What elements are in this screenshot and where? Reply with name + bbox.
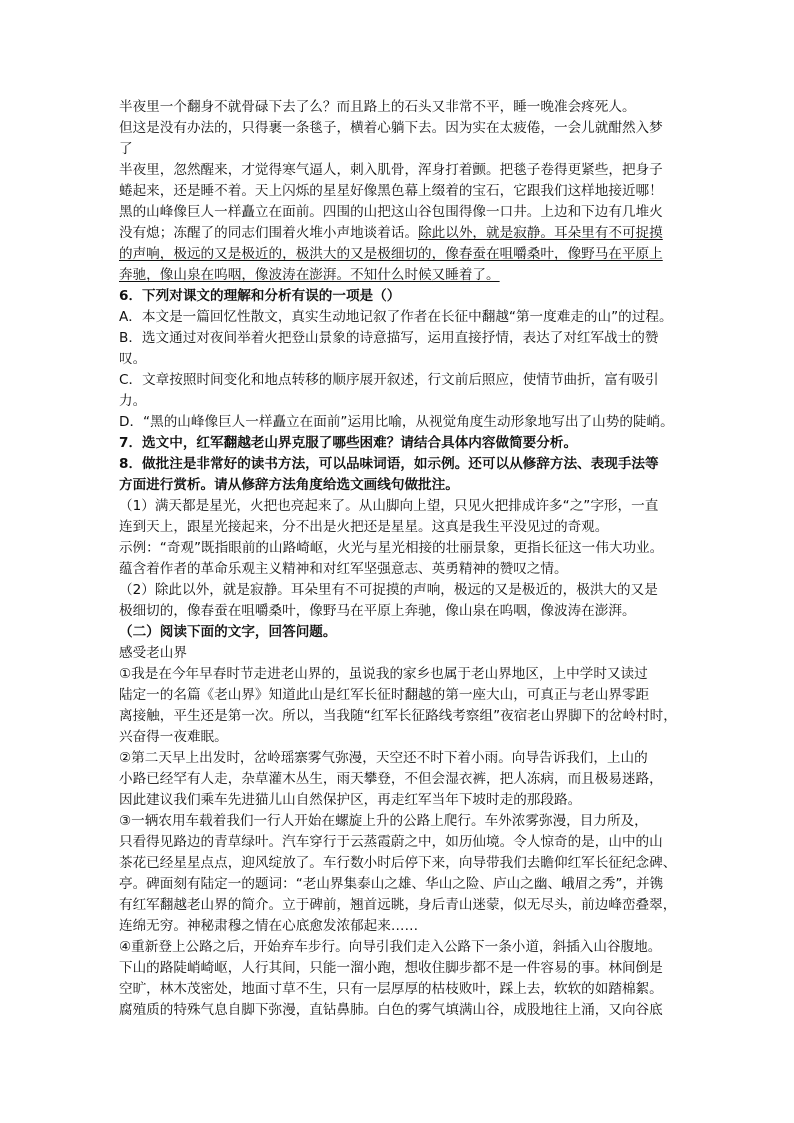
text-line [119,223,685,244]
option-b: B．选文通过对夜间举着火把登山景象的诗意描写，运用直接抒情，表达了对红军战士的赞 [119,330,659,346]
underlined-text-line: 的声响，极远的又是极近的，极洪大的又是极细切的，像春蚕在咀嚼桑叶，像野马在平原上 [119,246,663,262]
section-heading: （二）阅读下面的文字，回答问题。 [119,624,337,640]
text-line: ③一辆农用车载着我们一行人开始在螺旋上升的公路上爬行。车外浓雾弥漫，目力所及， [119,813,648,829]
text-line: 陆定一的名篇《老山界》知道此山是红军长征时翻越的第一座大山，可真正与老山界零距 [119,687,650,703]
text-line: （1）满天都是星光，火把也亮起来了。从山脚向上望，只见火把排成许多“之”字形，一直 [119,498,659,514]
option-c: C．文章按照时间变化和地点转移的顺序展开叙述，行文前后照应，使情节曲折，富有吸引 [119,372,659,388]
text-line: 但这是没有办法的，只得裹一条毯子，横着心躺下去。因为实在太疲倦，一会儿就酣然入梦 [119,120,663,136]
question-7: 7．选文中，红军翻越老山界克服了哪些困难？请结合具体内容做简要分析。 [119,435,578,451]
text-line: 蜷起来，还是睡不着。天上闪烁的星星好像黑色幕上缀着的宝石，它跟我们这样地接近哪！ [119,183,663,199]
text-line: 黑的山峰像巨人一样矗立在面前。四围的山把这山谷包围得像一口井。上边和下边有几堆火 [119,204,663,220]
text-line: 蕴含着作者的革命乐观主义精神和对红军坚强意志、英勇精神的赞叹之情。 [119,561,568,577]
text-line: ①我是在今年早春时节走进老山界的，虽说我的家乡也属于老山界地区，上中学时又读过 [119,666,648,682]
text-line: 半夜里一个翻身不就骨碌下去了么？而且路上的石头又非常不平，睡一晚准会疼死人。 [119,99,636,115]
text-line: 连绵无穷。神秘肃穆之情在心底愈发浓郁起来…… [119,918,419,934]
underlined-text-line: 奔驰，像山泉在呜咽，像波涛在澎湃。不知什么时候又睡着了。 [119,267,500,283]
text-line: （2）除此以外，就是寂静。耳朵里有不可捉摸的声响，极远的又是极近的，极洪大的又是 [119,582,658,598]
text-line: 连到天上，跟星光接起来，分不出是火把还是星星。这真是我生平没见过的奇观。 [119,519,609,535]
text-line: 极细切的，像春蚕在咀嚼桑叶，像野马在平原上奔驰，像山泉在呜咽，像波涛在澎湃。 [119,603,636,619]
text-span: 没有熄；冻醒了的同志们围着火堆小声地谈着话。 [119,225,419,241]
text-line: 示例：“奇观”既指眼前的山路崎岖，火光与星光相接的壮丽景象，更指长征这一伟大功业。 [119,540,664,556]
text-line: 亭。碑面刻有陆定一的题词：“老山界集泰山之雄、华山之险、庐山之幽、峨眉之秀”，并镌 [119,876,664,892]
article-title: 感受老山界 [119,645,187,661]
underlined-sentence: 除此以外，就是寂静。耳朵里有不可捉摸 [418,225,663,241]
text-line: 有红军翻越老山界的简介。立于碑前，翘首远眺，身后青山迷蒙，似无尽头，前边峰峦叠翠， [119,897,677,913]
text-line: 半夜里，忽然醒来，才觉得寒气逼人，刺入肌骨，浑身打着颤。把毯子卷得更紧些，把身子 [119,162,663,178]
text-line: 兴奋得一夜难眠。 [119,729,228,745]
option-a: A．本文是一篇回忆性散文，真实生动地记叙了作者在长征中翻越“第一度难走的山”的过程。 [119,309,673,325]
question-8-cont: 方面进行赏析。请从修辞方法角度给选文画线句做批注。 [119,477,459,493]
option-c-cont: 力。 [119,393,147,409]
text-line: 了 [119,141,133,157]
text-line: 因此建议我们乘车先进猫儿山自然保护区，再走红军当年下坡时走的那段路。 [119,792,582,808]
text-line: 离接触，平生还是第一次。所以，当我随“红军长征路线考察组”夜宿老山界脚下的岔岭村时， [119,708,677,724]
option-d: D．“黑的山峰像巨人一样矗立在面前”运用比喻，从视觉角度生动形象地写出了山势的陡峭。 [119,414,674,430]
text-line: 茶花已经星星点点，迎风绽放了。车行数小时后停下来，向导带我们去瞻仰红军长征纪念碑、 [119,855,677,871]
text-line: 腐殖质的特殊气息自脚下弥漫，直钻鼻肺。白色的雾气填满山谷，成股地往上涌，又向谷底 [119,1002,663,1018]
text-line: 只看得见路边的青草绿叶。汽车穿行于云蒸霞蔚之中，如历仙境。令人惊奇的是，山中的山 [119,834,663,850]
question-6: 6．下列对课文的理解和分析有误的一项是（） [119,288,401,304]
text-line: ②第二天早上出发时，岔岭瑶寨雾气弥漫，天空还不时下着小雨。向导告诉我们，上山的 [119,750,648,766]
option-b-cont: 叹。 [119,351,147,367]
text-line: 空旷，林木茂密处，地面寸草不生，只有一层厚厚的枯枝败叶，踩上去，软软的如踏棉絮。 [119,981,663,997]
text-line: ④重新登上公路之后，开始弃车步行。向导引我们走入公路下一条小道，斜插入山谷腹地。 [119,939,662,955]
text-line: 下山的路陡峭崎岖，人行其间，只能一溜小跑，想收住脚步都不是一件容易的事。林间倒是 [119,960,663,976]
question-8: 8．做批注是非常好的读书方法，可以品味词语，如示例。还可以从修辞方法、表现手法等 [119,456,659,472]
text-line: 小路已经罕有人走，杂草灌木丛生，雨天攀登，不但会湿衣裤，把人冻病，而且极易迷路， [119,771,663,787]
